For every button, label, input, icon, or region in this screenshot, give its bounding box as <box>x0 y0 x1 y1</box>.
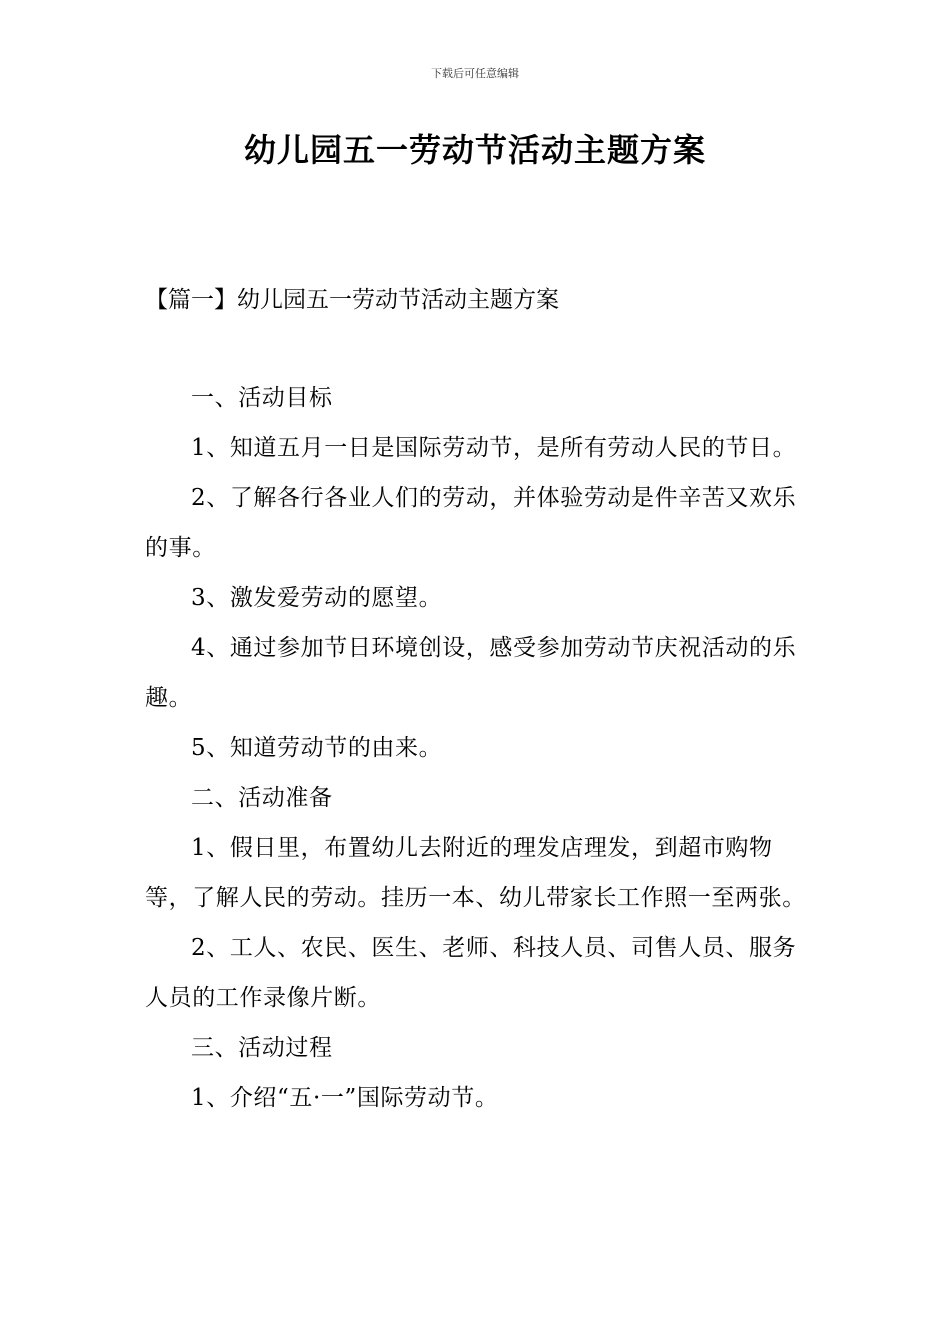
process-item-1: 1、介绍“五·一”国际劳动节。 <box>191 1085 499 1111</box>
goal-item-5: 5、知道劳动节的由来。 <box>191 735 443 761</box>
goal-item-2: 2、了解各行各业人们的劳动，并体验劳动是件辛苦又欢乐的事。 <box>145 485 797 561</box>
heading-activity-preparation: 二、活动准备 <box>191 785 333 811</box>
goal-item-4: 4、通过参加节日环境创设，感受参加劳动节庆祝活动的乐趣。 <box>145 635 797 711</box>
heading-activity-goals: 一、活动目标 <box>191 385 333 411</box>
heading-activity-process: 三、活动过程 <box>191 1035 333 1061</box>
document-title: 幼儿园五一劳动节活动主题方案 <box>243 131 706 169</box>
document-body <box>145 373 809 1123</box>
section-heading: 【篇一】幼儿园五一劳动节活动主题方案 <box>145 287 559 313</box>
header-note: 下载后可任意编辑 <box>431 67 519 80</box>
goal-item-1: 1、知道五月一日是国际劳动节，是所有劳动人民的节日。 <box>191 435 797 461</box>
goal-item-3: 3、激发爱劳动的愿望。 <box>191 585 443 611</box>
preparation-item-1: 1、假日里，布置幼儿去附近的理发店理发，到超市购物等，了解人民的劳动。挂历一本、幼儿带家长工作照一至两张。 <box>145 835 806 911</box>
preparation-item-2: 2、工人、农民、医生、老师、科技人员、司售人员、服务人员的工作录像片断。 <box>145 935 797 1011</box>
